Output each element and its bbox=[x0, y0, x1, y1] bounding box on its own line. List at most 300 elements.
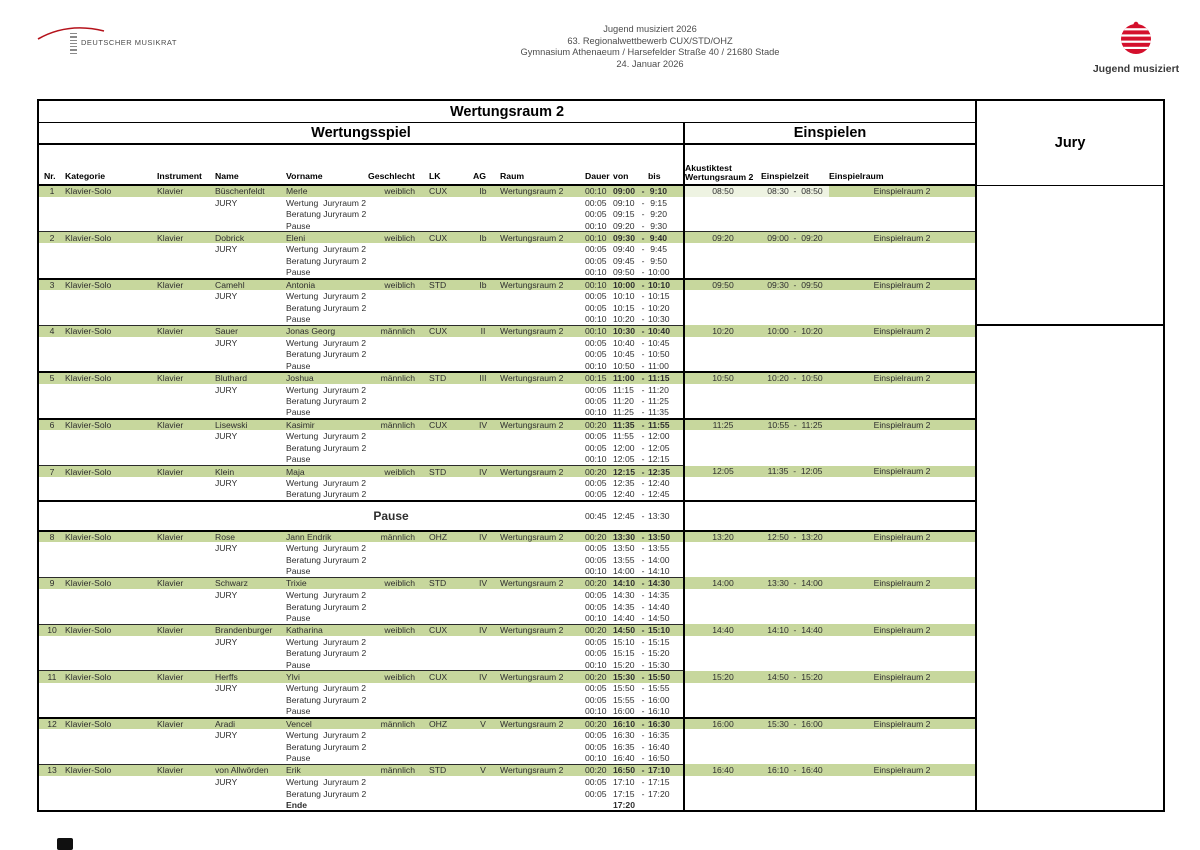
cell-dauer: 00:05 bbox=[585, 554, 607, 565]
cell-von: 11:00 bbox=[613, 372, 638, 384]
cell-dauer: 00:20 bbox=[583, 466, 613, 478]
cell-endpad bbox=[673, 372, 684, 384]
cell-einspielzeit bbox=[761, 554, 829, 566]
cell-geschlecht bbox=[368, 729, 423, 741]
cell-vorname: Pause bbox=[286, 407, 311, 418]
cell-raum: Wertungsraum 2 bbox=[493, 624, 583, 636]
cell-von: 11:25 bbox=[613, 407, 634, 418]
cell-lk bbox=[423, 395, 473, 407]
cell-raum bbox=[493, 788, 583, 800]
cell-vorname: Pause bbox=[286, 360, 311, 371]
cell-ag: V bbox=[473, 764, 493, 776]
cell-raum bbox=[493, 489, 583, 501]
cell-kategorie bbox=[65, 454, 157, 466]
cell-name bbox=[215, 407, 286, 419]
cell-dauer: 00:10 bbox=[583, 185, 613, 197]
cell-vorname: Beratung Juryraum 2 bbox=[286, 741, 367, 752]
cell-name bbox=[215, 694, 286, 706]
cell-ag: Ib bbox=[473, 185, 493, 197]
cell-dash: - bbox=[641, 695, 645, 706]
cell-lk: OHZ bbox=[423, 531, 473, 543]
cell-nr bbox=[38, 741, 65, 753]
cell-bis: 13:30 bbox=[648, 501, 673, 531]
cell-endpad bbox=[673, 337, 684, 349]
cell-instrument bbox=[157, 454, 215, 466]
cell-vorname: Beratung Juryraum 2 bbox=[286, 209, 367, 220]
cell-dash: - bbox=[641, 396, 645, 407]
cell-ag bbox=[473, 349, 493, 361]
cell-ag bbox=[473, 601, 493, 613]
cell-vorname: Pause bbox=[286, 706, 311, 717]
cell-einspielraum bbox=[829, 442, 976, 454]
cell-geschlecht: männlich bbox=[368, 531, 423, 543]
cell-einspielzeit bbox=[761, 454, 829, 466]
cell-vorname: Wertung Juryraum 2 bbox=[286, 337, 367, 348]
cell-bis: 14:40 bbox=[648, 601, 670, 612]
cell-bis: 16:10 bbox=[648, 706, 670, 717]
cell-akustiktest: 10:50 bbox=[684, 372, 761, 384]
cell-endpad bbox=[673, 442, 684, 454]
cell-raum bbox=[493, 566, 583, 578]
cell-endpad bbox=[673, 349, 684, 361]
cell-lk bbox=[423, 636, 473, 648]
cell-vorname: Wertung Juryraum 2 bbox=[286, 776, 367, 787]
cell-name: JURY bbox=[215, 384, 238, 395]
cell-geschlecht bbox=[368, 477, 423, 489]
cell-vorname: Beratung Juryraum 2 bbox=[286, 349, 367, 360]
cell-ag bbox=[473, 384, 493, 396]
cell-einspielraum bbox=[829, 647, 976, 659]
cell-dash: - bbox=[641, 489, 645, 500]
cell-geschlecht bbox=[368, 208, 423, 220]
cell-nr: 11 bbox=[38, 671, 65, 683]
cell-geschlecht bbox=[368, 395, 423, 407]
cell-einspielraum bbox=[829, 729, 976, 741]
cell-akustiktest bbox=[684, 384, 761, 396]
cell-dash: - bbox=[641, 683, 645, 694]
cell-von: 14:50 bbox=[613, 624, 638, 636]
cell-raum bbox=[493, 349, 583, 361]
cell-lk bbox=[423, 647, 473, 659]
cell-instrument bbox=[157, 683, 215, 695]
cell-nr bbox=[38, 706, 65, 718]
cell-ag bbox=[473, 799, 493, 811]
cell-vorname: Beratung Juryraum 2 bbox=[286, 396, 367, 407]
brand-name: Jugend musiziert bbox=[1092, 63, 1180, 75]
cell-einspielzeit: 14:50 - 15:20 bbox=[761, 671, 829, 683]
cell-instrument: Klavier bbox=[157, 279, 215, 291]
cell-bis: 11:25 bbox=[648, 396, 669, 407]
cell-dash: - bbox=[641, 302, 645, 313]
cell-nr: 10 bbox=[38, 624, 65, 636]
cell-nr bbox=[38, 243, 65, 255]
cell-dash: - bbox=[638, 466, 648, 478]
cell-vorname: Pause bbox=[286, 566, 311, 577]
cell-instrument bbox=[157, 430, 215, 442]
cell-raum bbox=[493, 442, 583, 454]
cell-name bbox=[215, 741, 286, 753]
cell-einspielzeit bbox=[761, 788, 829, 800]
cell-geschlecht bbox=[368, 197, 423, 209]
cell-ag: IV bbox=[473, 577, 493, 589]
cell-raum bbox=[493, 554, 583, 566]
cell-bis: 14:30 bbox=[648, 577, 673, 589]
cell-einspielzeit bbox=[761, 442, 829, 454]
page-title: Wertungsraum 2 bbox=[38, 100, 976, 123]
cell-vorname: Merle bbox=[286, 185, 368, 197]
cell-geschlecht bbox=[368, 741, 423, 753]
cell-dash: - bbox=[641, 554, 645, 565]
jury-cell-bottom bbox=[976, 325, 1164, 811]
cell-von: 15:55 bbox=[613, 695, 635, 706]
cell-geschlecht bbox=[368, 243, 423, 255]
cell-endpad bbox=[673, 718, 684, 730]
cell-akustiktest: 16:40 bbox=[684, 764, 761, 776]
cell-vorname: Wertung Juryraum 2 bbox=[286, 478, 367, 489]
cell-nr bbox=[38, 442, 65, 454]
cell-einspielraum bbox=[829, 337, 976, 349]
cell-vorname: Beratung Juryraum 2 bbox=[286, 442, 367, 453]
cell-lk bbox=[423, 612, 473, 624]
cell-endpad bbox=[673, 577, 684, 589]
cell-instrument bbox=[157, 589, 215, 601]
cell-ag bbox=[473, 407, 493, 419]
cell-instrument bbox=[157, 314, 215, 326]
cell-dauer: 00:05 bbox=[585, 741, 607, 752]
cell-dash: - bbox=[641, 730, 645, 741]
cell-geschlecht: weiblich bbox=[368, 279, 423, 291]
cell-nr bbox=[38, 659, 65, 671]
cell-von: 13:30 bbox=[613, 531, 638, 543]
cell-lk: CUX bbox=[423, 325, 473, 337]
cell-bis: 12:00 bbox=[648, 431, 670, 442]
cell-dash: - bbox=[641, 220, 645, 231]
cell-ag bbox=[473, 566, 493, 578]
cell-einspielzeit bbox=[761, 729, 829, 741]
cell-akustiktest bbox=[684, 220, 761, 232]
jury-header: Jury bbox=[976, 100, 1164, 185]
cell-dash bbox=[638, 799, 648, 811]
cell-raum bbox=[493, 290, 583, 302]
cell-ag bbox=[473, 788, 493, 800]
cell-bis: 9:40 bbox=[648, 232, 673, 244]
cell-kategorie bbox=[65, 489, 157, 501]
cell-kategorie bbox=[65, 243, 157, 255]
cell-lk bbox=[423, 208, 473, 220]
cell-einspielraum: Einspielraum 2 bbox=[829, 718, 976, 730]
cell-endpad bbox=[673, 407, 684, 419]
cell-nr: 7 bbox=[38, 466, 65, 478]
cell-ag bbox=[473, 542, 493, 554]
cell-von: 15:10 bbox=[613, 636, 635, 647]
cell-name: JURY bbox=[215, 291, 238, 302]
cell-name: JURY bbox=[215, 197, 238, 208]
cell-vorname: Beratung Juryraum 2 bbox=[286, 489, 367, 500]
cell-ag bbox=[473, 255, 493, 267]
cell-nr: 9 bbox=[38, 577, 65, 589]
cell-raum bbox=[493, 360, 583, 372]
cell-instrument: Klavier bbox=[157, 185, 215, 197]
cell-von: 14:00 bbox=[613, 566, 635, 577]
cell-nr bbox=[38, 208, 65, 220]
cell-einspielraum bbox=[829, 454, 976, 466]
cell-nr bbox=[38, 197, 65, 209]
col-kategorie: Kategorie bbox=[65, 144, 157, 185]
cell-endpad bbox=[673, 454, 684, 466]
cell-ag: Ib bbox=[473, 279, 493, 291]
cell-instrument bbox=[157, 706, 215, 718]
cell-raum bbox=[493, 208, 583, 220]
cell-dauer: 00:10 bbox=[585, 706, 607, 717]
cell-geschlecht bbox=[368, 337, 423, 349]
cell-ag: IV bbox=[473, 531, 493, 543]
cell-dauer: 00:05 bbox=[585, 337, 607, 348]
cell-akustiktest bbox=[684, 360, 761, 372]
cell-name bbox=[215, 349, 286, 361]
cell-dash: - bbox=[641, 741, 645, 752]
cell-einspielraum: Einspielraum 2 bbox=[829, 185, 976, 197]
cell-dauer: 00:05 bbox=[585, 589, 607, 600]
col-akustiktest-line2: Wertungsraum 2 bbox=[685, 171, 754, 182]
org-name: DEUTSCHER MUSIKRAT bbox=[81, 38, 177, 47]
cell-akustiktest bbox=[684, 683, 761, 695]
cell-raum bbox=[493, 384, 583, 396]
cell-kategorie bbox=[65, 601, 157, 613]
cell-name bbox=[215, 220, 286, 232]
cell-name bbox=[215, 554, 286, 566]
cell-von: 09:10 bbox=[613, 197, 635, 208]
cell-instrument bbox=[157, 636, 215, 648]
cell-instrument bbox=[157, 612, 215, 624]
cell-vorname: Wertung Juryraum 2 bbox=[286, 543, 367, 554]
cell-raum bbox=[493, 612, 583, 624]
cell-nr: 8 bbox=[38, 531, 65, 543]
header-line-3: Gymnasium Athenaeum / Harsefelder Straße 40 / 21680 Stade bbox=[520, 47, 780, 57]
cell-bis: 11:35 bbox=[648, 407, 669, 418]
cell-akustiktest: 13:20 bbox=[684, 531, 761, 543]
cell-akustiktest: 15:20 bbox=[684, 671, 761, 683]
cell-einspielraum bbox=[829, 788, 976, 800]
cell-akustiktest bbox=[684, 741, 761, 753]
cell-name: JURY bbox=[215, 776, 238, 787]
cell-name: Aradi bbox=[215, 718, 286, 730]
cell-endpad bbox=[673, 566, 684, 578]
cell-akustiktest bbox=[684, 442, 761, 454]
schedule bbox=[37, 99, 1165, 812]
cell-instrument: Klavier bbox=[157, 764, 215, 776]
cell-akustiktest bbox=[684, 395, 761, 407]
cell-endpad bbox=[673, 220, 684, 232]
cell-raum bbox=[493, 454, 583, 466]
cell-nr bbox=[38, 430, 65, 442]
cell-raum bbox=[493, 220, 583, 232]
cell-raum bbox=[493, 243, 583, 255]
cell-lk bbox=[423, 776, 473, 788]
cell-einspielzeit bbox=[761, 799, 829, 811]
cell-dash: - bbox=[638, 279, 648, 291]
cell-kategorie bbox=[65, 647, 157, 659]
cell-dauer: 00:20 bbox=[583, 577, 613, 589]
cell-kategorie: Klavier-Solo bbox=[65, 624, 157, 636]
cell-einspielraum bbox=[829, 636, 976, 648]
cell-dauer: 00:10 bbox=[585, 566, 607, 577]
cell-vorname: Pause bbox=[286, 220, 311, 231]
cell-raum: Wertungsraum 2 bbox=[493, 279, 583, 291]
cell-akustiktest bbox=[684, 612, 761, 624]
cell-instrument bbox=[157, 384, 215, 396]
cell-instrument bbox=[157, 220, 215, 232]
cell-raum bbox=[493, 477, 583, 489]
cell-dauer: 00:05 bbox=[585, 349, 607, 360]
cell-bis: 11:00 bbox=[648, 360, 669, 371]
cell-ag bbox=[473, 442, 493, 454]
cell-endpad bbox=[673, 267, 684, 279]
cell-raum: Wertungsraum 2 bbox=[493, 325, 583, 337]
cell-name bbox=[215, 395, 286, 407]
cell-bis: 12:45 bbox=[648, 489, 670, 500]
cell-dauer: 00:20 bbox=[583, 671, 613, 683]
cell-lk bbox=[423, 384, 473, 396]
cell-akustiktest bbox=[684, 589, 761, 601]
cell-einspielzeit: 14:10 - 14:40 bbox=[761, 624, 829, 636]
cell-dauer: 00:05 bbox=[585, 209, 607, 220]
cell-dash: - bbox=[641, 442, 645, 453]
cell-bis: 16:40 bbox=[648, 741, 670, 752]
cell-bis: 10:30 bbox=[648, 314, 670, 325]
cell-bis: 12:05 bbox=[648, 442, 670, 453]
cell-lk: CUX bbox=[423, 185, 473, 197]
cell-kategorie bbox=[65, 683, 157, 695]
cell-einspielzeit bbox=[761, 290, 829, 302]
cell-name bbox=[215, 454, 286, 466]
cell-vorname: Pause bbox=[286, 753, 311, 764]
cell-akustiktest bbox=[684, 776, 761, 788]
cell-lk bbox=[423, 542, 473, 554]
cell-instrument: Klavier bbox=[157, 718, 215, 730]
page-corner-mark bbox=[57, 838, 73, 850]
cell-name: von Allwörden bbox=[215, 764, 286, 776]
cell-name: Schwarz bbox=[215, 577, 286, 589]
cell-geschlecht bbox=[368, 454, 423, 466]
cell-name bbox=[215, 255, 286, 267]
cell-nr bbox=[38, 360, 65, 372]
ladder-icon bbox=[70, 33, 77, 54]
cell-endpad bbox=[673, 395, 684, 407]
cell-dauer: 00:05 bbox=[585, 255, 607, 266]
cell-vorname: Beratung Juryraum 2 bbox=[286, 695, 367, 706]
cell-akustiktest bbox=[684, 430, 761, 442]
cell-akustiktest bbox=[684, 542, 761, 554]
cell-endpad bbox=[673, 589, 684, 601]
cell-endpad bbox=[673, 601, 684, 613]
cell-kategorie: Klavier-Solo bbox=[65, 325, 157, 337]
cell-dauer bbox=[583, 799, 613, 811]
cell-endpad bbox=[673, 314, 684, 326]
cell-kategorie bbox=[65, 290, 157, 302]
cell-einspielraum bbox=[829, 694, 976, 706]
cell-vorname: Wertung Juryraum 2 bbox=[286, 730, 367, 741]
cell-lk bbox=[423, 220, 473, 232]
cell-lk bbox=[423, 197, 473, 209]
cell-lk bbox=[423, 454, 473, 466]
cell-dauer: 00:05 bbox=[585, 244, 607, 255]
cell-vorname: Beratung Juryraum 2 bbox=[286, 601, 367, 612]
cell-ag bbox=[473, 208, 493, 220]
cell-einspielraum: Einspielraum 2 bbox=[829, 419, 976, 431]
header-line-4: 24. Januar 2026 bbox=[616, 58, 684, 69]
cell-endpad bbox=[673, 279, 684, 291]
cell-von: 17:20 bbox=[613, 799, 635, 810]
cell-akustiktest bbox=[684, 255, 761, 267]
cell-kategorie bbox=[65, 589, 157, 601]
cell-geschlecht bbox=[368, 267, 423, 279]
cell-einspielzeit bbox=[761, 477, 829, 489]
jury-cell-top bbox=[976, 185, 1164, 325]
cell-einspielzeit: 11:35 - 12:05 bbox=[761, 466, 829, 478]
cell-ag bbox=[473, 647, 493, 659]
cell-geschlecht bbox=[368, 683, 423, 695]
cell-ag: III bbox=[473, 372, 493, 384]
cell-akustiktest bbox=[684, 243, 761, 255]
cell-dash: - bbox=[641, 407, 645, 418]
cell-bis: 9:30 bbox=[650, 220, 667, 231]
cell-ag bbox=[473, 694, 493, 706]
cell-raum bbox=[493, 407, 583, 419]
cell-dauer: 00:05 bbox=[585, 431, 607, 442]
cell-instrument bbox=[157, 489, 215, 501]
cell-endpad bbox=[673, 185, 684, 197]
cell-lk: STD bbox=[423, 279, 473, 291]
cell-endpad bbox=[673, 419, 684, 431]
cell-bis: 9:50 bbox=[650, 255, 667, 266]
col-name: Name bbox=[215, 144, 286, 185]
cell-kategorie bbox=[65, 477, 157, 489]
cell-dauer: 00:05 bbox=[585, 197, 607, 208]
cell-dash: - bbox=[641, 314, 645, 325]
cell-akustiktest bbox=[684, 208, 761, 220]
cell-einspielzeit bbox=[761, 776, 829, 788]
cell-akustiktest bbox=[684, 659, 761, 671]
cell-von: 14:35 bbox=[613, 601, 635, 612]
cell-einspielzeit bbox=[761, 267, 829, 279]
cell-dash: - bbox=[638, 325, 648, 337]
cell-name: JURY bbox=[215, 730, 238, 741]
cell-dauer: 00:10 bbox=[585, 753, 607, 764]
cell-dash: - bbox=[641, 648, 645, 659]
cell-endpad bbox=[673, 741, 684, 753]
cell-einspielzeit bbox=[761, 741, 829, 753]
cell-einspielzeit: 16:10 - 16:40 bbox=[761, 764, 829, 776]
cell-einspielzeit: 09:00 - 09:20 bbox=[761, 232, 829, 244]
cell-bis: 15:30 bbox=[648, 659, 670, 670]
cell-dash: - bbox=[638, 531, 648, 543]
cell-bis: 15:10 bbox=[648, 624, 673, 636]
cell-einspielzeit: 08:30 - 08:50 bbox=[761, 185, 829, 197]
cell-ag bbox=[473, 554, 493, 566]
cell-name bbox=[215, 267, 286, 279]
cell-vorname: Maja bbox=[286, 466, 368, 478]
cell-einspielraum: Einspielraum 2 bbox=[829, 531, 976, 543]
cell-ag bbox=[473, 589, 493, 601]
cell-dauer: 00:05 bbox=[585, 788, 607, 799]
cell-akustiktest: 08:50 bbox=[684, 185, 761, 197]
cell-instrument bbox=[157, 729, 215, 741]
cell-endpad bbox=[673, 208, 684, 220]
cell-raum bbox=[493, 589, 583, 601]
cell-dash: - bbox=[638, 764, 648, 776]
cell-bis: 11:55 bbox=[648, 419, 673, 431]
cell-bis: 16:30 bbox=[648, 718, 673, 730]
